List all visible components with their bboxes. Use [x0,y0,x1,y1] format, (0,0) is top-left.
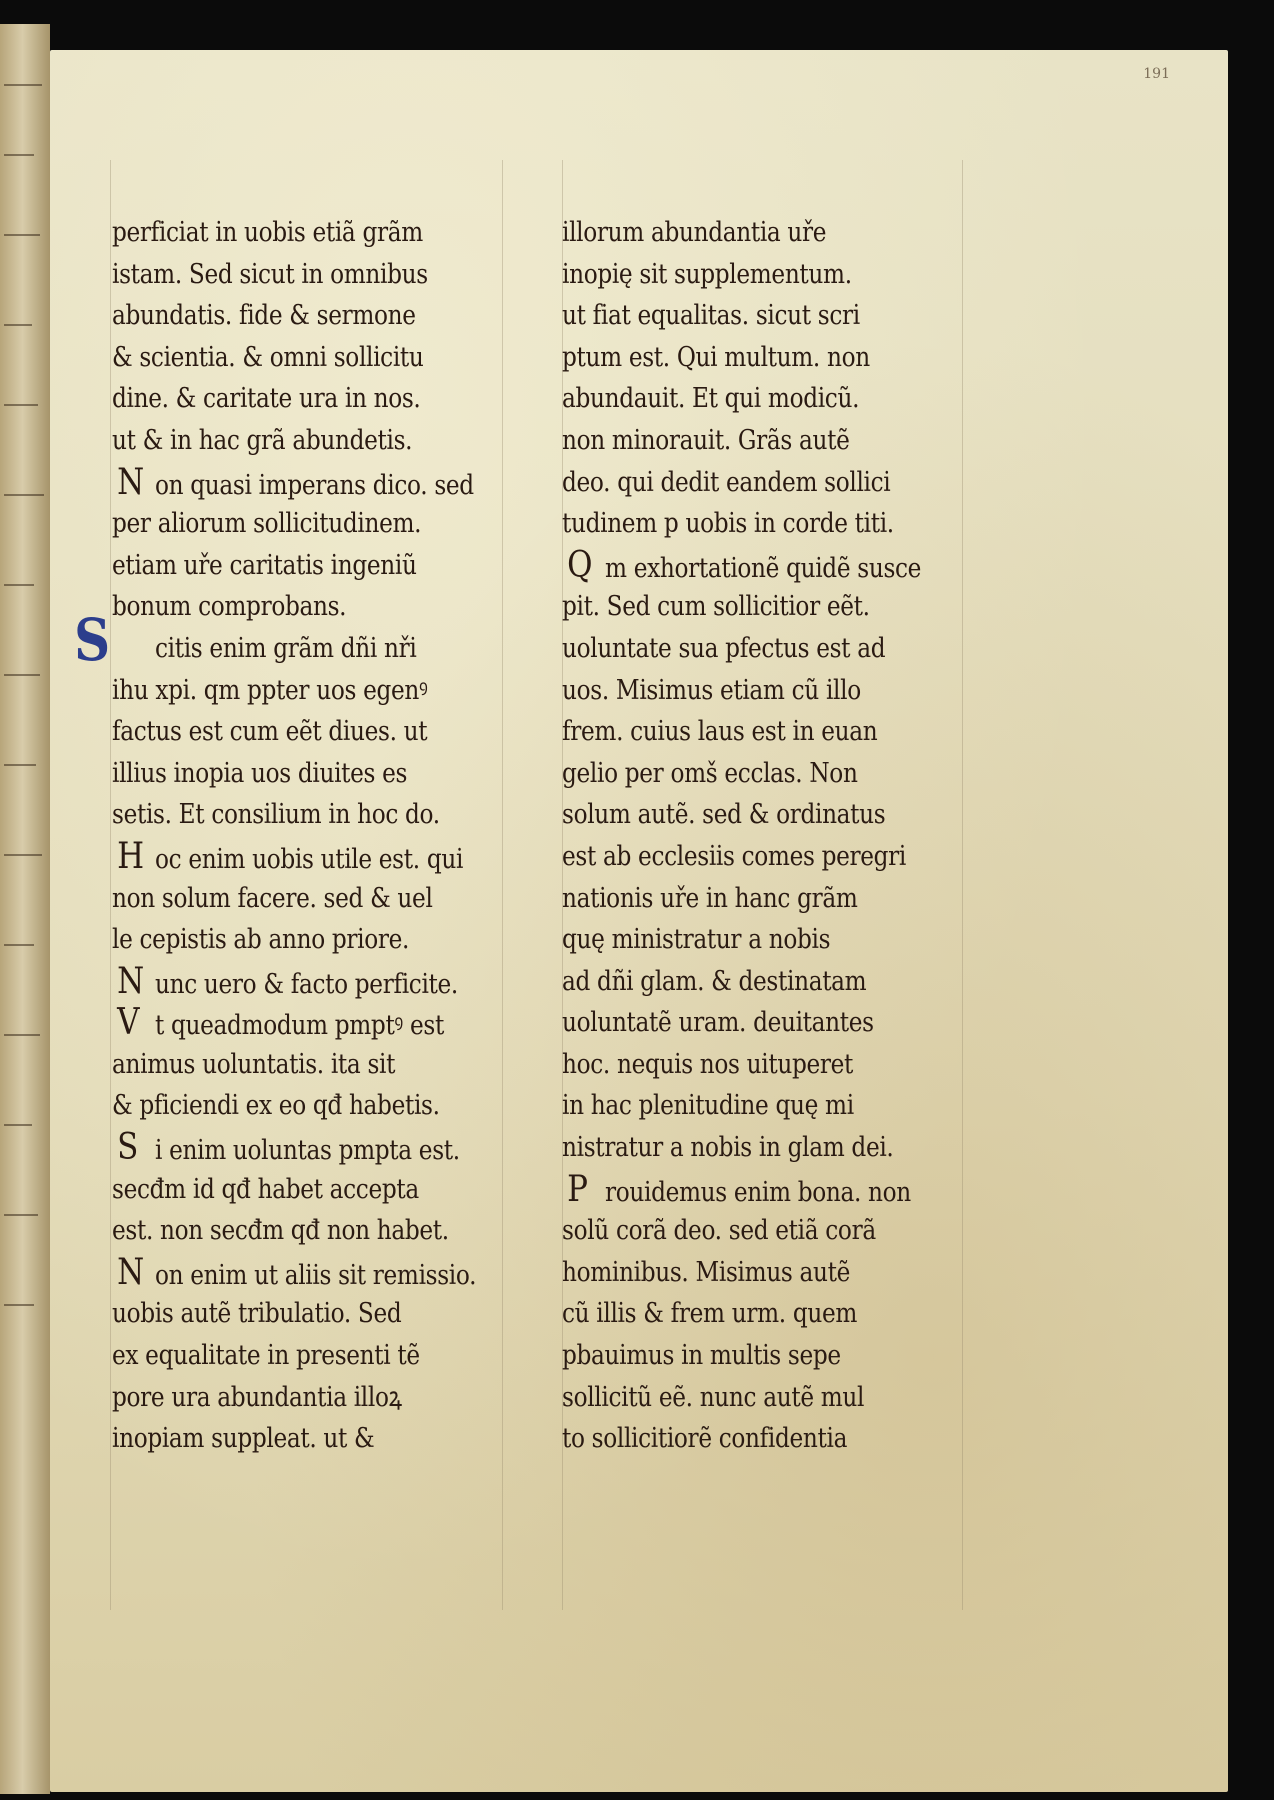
folio-number: 191 [1143,66,1170,82]
manuscript-line [112,378,473,420]
manuscript-line [562,753,923,795]
line-text: gelio per omš ecclas. Non [562,757,858,789]
line-text: hominibus. Misimus autẽ [562,1256,851,1288]
manuscript-line [562,711,923,753]
manuscript-line [562,628,923,670]
line-text: uoluntatẽ uram. deuitantes [562,1007,874,1039]
line-text: bonum comprobans. [112,591,347,623]
manuscript-line [112,586,473,628]
line-text: dine. & caritate ura in nos. [112,383,421,415]
manuscript-line [112,503,473,545]
line-text: hoc. nequis nos uituperet [562,1048,854,1080]
manuscript-line [112,254,473,296]
manuscript-line [112,1377,473,1419]
manuscript-line [112,1127,473,1169]
manuscript-line [112,1002,473,1044]
manuscript-line [112,1335,473,1377]
line-text: quę ministratur a nobis [562,924,831,956]
line-text: deo. qui dedit eandem sollici [562,466,891,498]
line-text: pore ura abundantia illoꝝ [112,1381,402,1413]
line-text: rouidemus enim bona. non [605,1176,911,1208]
line-text: illius inopia uos diuites es [112,757,408,789]
manuscript-line [112,836,473,878]
line-text: abundauit. Et qui modicũ. [562,383,860,415]
line-text: inopię sit supplementum. [562,258,852,290]
manuscript-line [112,462,473,504]
manuscript-line [562,462,923,504]
manuscript-line [562,1418,923,1460]
line-text: uoluntate sua pfectus est ad [562,632,886,664]
line-text: ihu xpi. qm ppter uos egenꝰ [112,674,428,706]
manuscript-line [112,337,473,379]
manuscript-line [112,1169,473,1211]
manuscript-line [562,586,923,628]
line-text: le cepistis ab anno priore. [112,924,410,956]
manuscript-line [562,503,923,545]
line-initial: N [117,1251,144,1293]
manuscript-line [562,254,923,296]
line-text: pit. Sed cum sollicitior eẽt. [562,591,870,623]
manuscript-line [562,212,923,254]
manuscript-line [562,378,923,420]
manuscript-line [562,1169,923,1211]
line-text: ut fiat equalitas. sicut scri [562,300,860,332]
line-text: secđm id qđ habet accepta [112,1173,419,1205]
manuscript-line [562,1127,923,1169]
line-text: etiam uře caritatis ingeniũ [112,549,417,581]
text-column-right [562,212,982,1460]
line-text: illorum abundantia uře [562,217,827,248]
line-text: unc uero & facto perficite. [155,968,458,1000]
manuscript-line [112,1251,477,1294]
manuscript-line [562,794,923,836]
line-initial: Q [567,544,593,586]
line-text: non minorauit. Grãs autẽ [562,424,850,456]
line-text: ad dñi glam. & destinatam [562,965,867,997]
line-text: oc enim uobis utile est. qui [155,843,464,875]
manuscript-line [112,545,473,587]
line-text: solũ corã deo. sed etiã corã [562,1215,876,1247]
manuscript-line [112,753,473,795]
manuscript-line [112,1210,473,1252]
line-text: factus est cum eẽt diues. ut [112,716,428,748]
line-text: tudinem p uobis in corde titi. [562,508,894,540]
line-text: i enim uoluntas pmpta est. [155,1135,460,1167]
manuscript-line [112,961,473,1003]
line-text: sollicitũ eẽ. nunc autẽ mul [562,1381,865,1413]
manuscript-line [562,1002,923,1044]
line-initial: V [117,1002,140,1044]
manuscript-line [562,1335,923,1377]
line-text: ut & in hac grã abundetis. [112,424,413,456]
manuscript-line [562,295,923,337]
line-initial: H [117,835,144,877]
line-text: citis enim grãm dñi nři [155,632,417,664]
manuscript-line [562,1044,923,1086]
line-text: est. non secđm qđ non habet. [112,1215,449,1247]
manuscript-line [562,961,923,1003]
manuscript-line [112,295,473,337]
manuscript-line [112,1418,473,1460]
manuscript-line [562,545,923,587]
manuscript-folio [50,50,1228,1792]
manuscript-line [112,711,473,753]
line-initial: P [567,1168,588,1210]
text-column-left [74,212,532,1460]
line-text: t queadmodum pmptꝰ est [155,1010,444,1042]
line-text: perficiat in uobis etiã grãm [112,217,423,248]
line-text: in hac plenitudine quę mi [562,1090,854,1122]
manuscript-line [562,1377,923,1419]
line-text: nationis uře in hanc grãm [562,882,858,914]
manuscript-line [562,878,923,920]
manuscript-line [562,1252,923,1294]
line-initial: N [117,461,144,503]
line-text: frem. cuius laus est in euan [562,716,878,748]
manuscript-line [562,919,923,961]
manuscript-line [112,1085,473,1127]
line-text: ex equalitate in presenti tẽ [112,1340,420,1372]
line-text: uos. Misimus etiam cũ illo [562,674,861,706]
line-text: to sollicitiorẽ confidentia [562,1423,848,1455]
line-text: on enim ut aliis sit remissio. [155,1259,477,1291]
line-text: per aliorum sollicitudinem. [112,508,422,540]
line-text: uobis autẽ tribulatio. Sed [112,1298,402,1330]
line-text: setis. Et consilium in hoc do. [112,799,440,831]
manuscript-line [562,836,923,878]
manuscript-line [562,1210,923,1252]
manuscript-line [562,1085,923,1127]
line-text: abundatis. fide & sermone [112,300,416,332]
line-text: on quasi imperans dico. sed [155,469,474,501]
line-text: non solum facere. sed & uel [112,882,433,914]
line-text: inopiam suppleat. ut & [112,1423,375,1455]
decorated-initial: S [74,605,110,674]
line-text: animus uoluntatis. ita sit [112,1048,396,1080]
manuscript-line [112,1293,473,1335]
manuscript-line [112,212,473,254]
manuscript-line [112,878,473,920]
line-text: & scientia. & omni sollicitu [112,341,424,373]
line-text: istam. Sed sicut in omnibus [112,258,428,290]
manuscript-line [562,1293,923,1335]
manuscript-line [112,919,473,961]
line-initial: N [117,960,144,1002]
manuscript-line [562,420,923,462]
line-text: ptum est. Qui multum. non [562,341,870,373]
facing-page-edge [0,24,50,1794]
manuscript-line [112,1044,473,1086]
line-text: m exhortationẽ quidẽ susce [605,552,922,584]
line-text: cũ illis & frem urm. quem [562,1298,858,1330]
line-text: & pficiendi ex eo qđ habetis. [112,1090,440,1122]
manuscript-line [112,794,473,836]
line-text: solum autẽ. sed & ordinatus [562,799,886,831]
line-text: est ab ecclesiis comes peregri [562,840,907,872]
manuscript-line [112,670,473,712]
line-text: pbauimus in multis sepe [562,1340,841,1372]
line-text: nistratur a nobis in glam dei. [562,1132,894,1164]
manuscript-line [112,420,473,462]
manuscript-line [562,670,923,712]
manuscript-line [562,337,923,379]
line-initial: S [117,1127,139,1169]
